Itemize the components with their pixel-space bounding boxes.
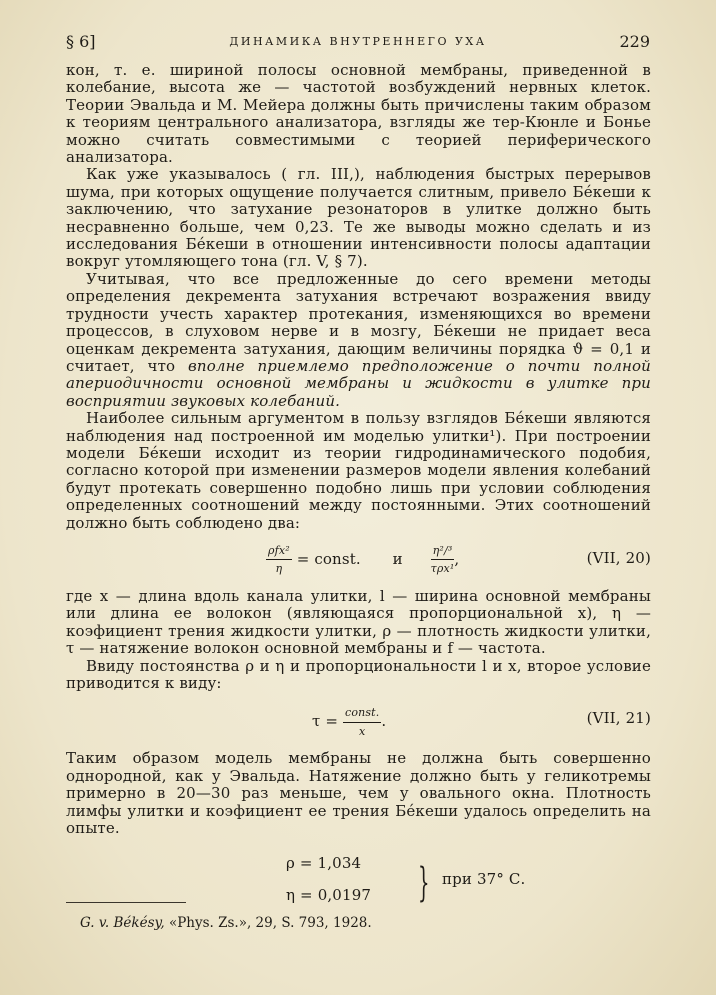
body-text (66, 62, 651, 919)
formula-tau-lhs: τ = (312, 712, 339, 731)
paragraph-6: Ввиду постоянства ρ и η и пропорциональности l и x, второе условие приводится к виду: (66, 656, 651, 692)
formula-eq-const: = const. (296, 549, 361, 568)
paragraph-5: где x — длина вдоль канала улитки, l — ширина основной мембраны или длина ее волокон (являющаяся пропорциональной x), η — коэфициент трения жидкости улитки, ρ — плотность жидкости улитки, τ — натяжение волокон основной мембраны и f — частота. (66, 586, 651, 658)
fraction-1-denominator: η (275, 562, 283, 576)
fraction-2-numerator: η²/³ (431, 542, 455, 560)
formula-vii-21 (66, 692, 651, 750)
footnote-rule (66, 902, 186, 903)
page-number: 229 (619, 32, 650, 51)
formula-vii-21-body (312, 704, 386, 740)
formula-dot: . (381, 712, 387, 731)
fraction-1-numerator: ρfx² (266, 542, 292, 560)
footnote-author: G. v. Békésy, (80, 915, 165, 931)
rho-value: ρ = 1,034 (286, 854, 362, 873)
fraction-2-denominator: τρx¹ (430, 562, 455, 576)
eta-value: η = 0,0197 (286, 886, 372, 905)
running-header (66, 32, 650, 54)
equation-number-vii-21: (VII, 21) (586, 709, 651, 728)
fraction-3-numerator: const. (343, 704, 381, 722)
formula-vii-20 (66, 532, 651, 588)
values-block (66, 849, 651, 919)
paragraph-3-text: Учитывая, что все предложенные до сего времени методы определения декремента затухания встречают возражения ввиду трудности учесть характер протекания, изменяющихся во времени процессов, в слуховом нерве и в мозгу, Бéкеши не придает веса оценкам декремента затухания, дающим величины порядка ϑ = 0,1 и считает, что (66, 269, 651, 375)
fraction-2 (431, 542, 455, 578)
footnote-source: «Phys. Zs.», 29, S. 793, 1928. (168, 915, 372, 931)
fraction-1 (266, 542, 292, 578)
temperature-condition: при 37° С. (442, 870, 526, 889)
equation-number-vii-20: (VII, 20) (586, 548, 651, 567)
section-number: § 6] (66, 32, 96, 51)
formula-and: и (392, 549, 403, 568)
fraction-3-denominator: x (359, 724, 366, 738)
right-brace-icon: } (418, 860, 430, 907)
fraction-3 (343, 704, 381, 740)
formula-comma: , (454, 549, 460, 568)
footnote (80, 915, 372, 931)
running-title: ДИНАМИКА ВНУТРЕННЕГО УХА (229, 35, 487, 48)
formula-vii-20-body (266, 542, 459, 578)
paragraph-7: Таким образом модель мембраны не должна быть совершенно однородной, как у Эвальда. Натяжение должно быть у геликотремы примерно в 20—30 раз меньше, чем у овального окна. Плотность лимфы улитки и коэфициент ее трения Бéкеши удалось определить на опыте. (66, 749, 651, 838)
paragraph-1: кон, т. е. шириной полосы основной мембраны, приведенной в колебание, высота же — частотой возбуждений нервных клеток. Теории Эвальда и М. Мейера должны быть причислены таким образом к теориям центрального анализатора, взгляды же тер-Кюнле и Боньe можно считать совместимыми с теорией периферического анализатора. (66, 61, 651, 167)
paragraph-3-italic: вполне приемлемо предположение о почти полной апериодичности основной мембраны и жидкости в улитке при восприятии звуковых колебаний. (66, 356, 651, 410)
paragraph-3 (66, 271, 651, 410)
paragraph-2: Как уже указывалось ( гл. III,), наблюдения быстрых перерывов шума, при которых ощущение получается слитным, привело Бéкеши к заключению, что затухание резонаторов в улитке должно быть несравненно больше, чем 0,23. Те же выводы можно сделать и из исследования Бéкеши в отношении интенсивности полосы адаптации вокруг утомляющего тона (гл. V, § 7). (66, 165, 651, 271)
paragraph-4: Наиболее сильным аргументом в пользу взглядов Бéкеши являются наблюдения над построенной им моделью улитки¹). При построении модели Бéкеши исходит из теории гидродинамического подобия, согласно которой при изменении размеров модели явления колебаний будут протекать совершенно подобно лишь при условии соблюдения определенных соотношений между постоянными. Этих соотношений должно быть соблюдено два: (66, 409, 651, 532)
